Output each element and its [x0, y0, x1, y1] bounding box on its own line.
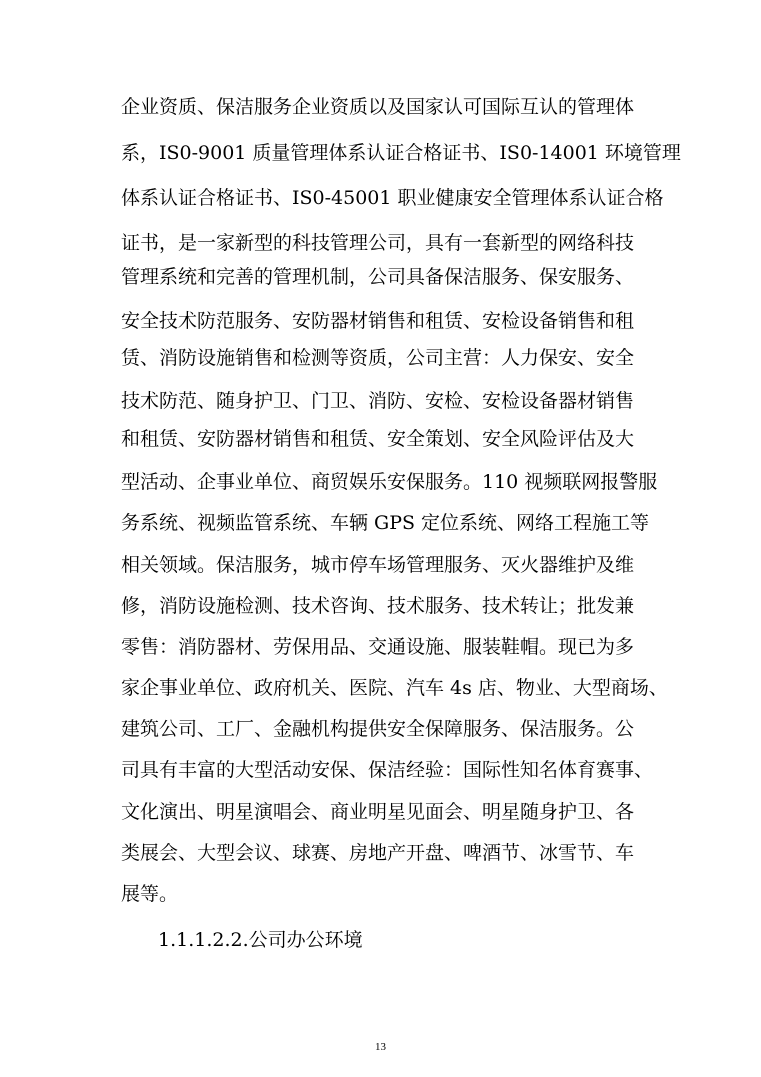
paragraph-line: 务系统、视频监管系统、车辆 GPS 定位系统、网络工程施工等 — [121, 512, 650, 534]
paragraph-line: 文化演出、明星演唱会、商业明星见面会、明星随身护卫、各 — [121, 801, 635, 823]
paragraph-line: 类展会、大型会议、球赛、房地产开盘、啤酒节、冰雪节、车 — [121, 842, 635, 864]
paragraph-line: 系，IS0-9001 质量管理体系认证合格证书、IS0-14001 环境管理 — [121, 142, 681, 164]
section-heading: 1.1.1.2.2.公司办公环境 — [158, 929, 363, 951]
paragraph-line: 企业资质、保洁服务企业资质以及国家认可国际互认的管理体 — [121, 96, 635, 118]
paragraph-line: 司具有丰富的大型活动安保、保洁经验：国际性知名体育赛事、 — [121, 759, 654, 781]
paragraph-line: 型活动、企事业单位、商贸娱乐安保服务。110 视频联网报警服 — [121, 471, 658, 493]
paragraph-line: 家企事业单位、政府机关、医院、汽车 4s 店、物业、大型商场、 — [121, 677, 668, 699]
paragraph-line: 安全技术防范服务、安防器材销售和租赁、安检设备销售和租 — [121, 310, 635, 332]
paragraph-line: 技术防范、随身护卫、门卫、消防、安检、安检设备器材销售 — [121, 390, 635, 412]
paragraph-line: 零售：消防器材、劳保用品、交通设施、服装鞋帽。现已为多 — [121, 636, 635, 658]
paragraph-line: 管理系统和完善的管理机制，公司具备保洁服务、保安服务、 — [121, 266, 635, 288]
paragraph-line: 赁、消防设施销售和检测等资质，公司主营：人力保安、安全 — [121, 347, 635, 369]
paragraph-line: 展等。 — [121, 883, 179, 905]
paragraph-line: 修，消防设施检测、技术咨询、技术服务、技术转让；批发兼 — [121, 595, 635, 617]
paragraph-line: 证书，是一家新型的科技管理公司，具有一套新型的网络科技 — [121, 232, 635, 254]
page-number: 13 — [375, 1041, 386, 1053]
paragraph-line: 相关领域。保洁服务，城市停车场管理服务、灭火器维护及维 — [121, 554, 635, 576]
paragraph-line: 体系认证合格证书、IS0-45001 职业健康安全管理体系认证合格 — [121, 187, 664, 209]
paragraph-line: 建筑公司、工厂、金融机构提供安全保障服务、保洁服务。公 — [121, 718, 635, 740]
paragraph-line: 和租赁、安防器材销售和租赁、安全策划、安全风险评估及大 — [121, 428, 635, 450]
